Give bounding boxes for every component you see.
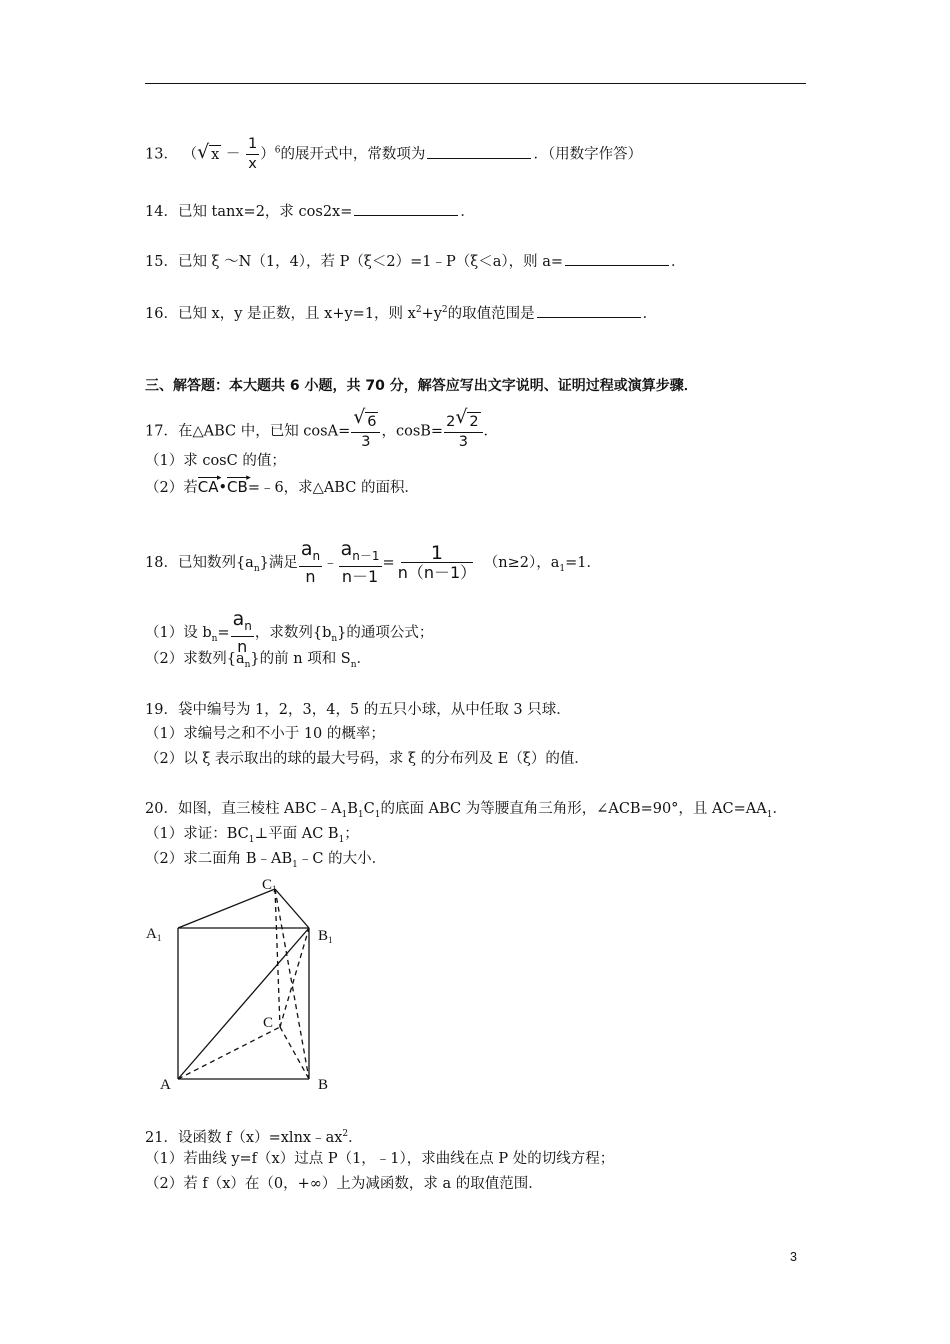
question-18 xyxy=(145,538,601,586)
q16-mid: +y xyxy=(421,305,442,322)
q17-tail: ． xyxy=(483,423,499,440)
q20-part2 xyxy=(145,849,386,875)
edge-c1-b1 xyxy=(275,889,309,928)
q17-part2 xyxy=(145,474,419,498)
edge-a-c-hidden xyxy=(178,1027,280,1079)
q20-p2-sub: 1 xyxy=(292,859,298,870)
q18-fraction-1 xyxy=(299,538,322,586)
q20-p1-mid: ⊥平面 AC B xyxy=(254,826,339,842)
q20-post: 的底面 ABC 为等腰直角三角形，∠ACB=90°，且 AC=AA xyxy=(380,801,767,817)
q20-tail: ． xyxy=(772,801,787,817)
q20-c: C xyxy=(363,801,375,817)
q21-pre: 21．设函数 f（x）=xlnx﹣ax xyxy=(145,1129,343,1146)
q17-vector-ca: CA ▸ xyxy=(198,474,219,497)
q16-answer-blank[interactable] xyxy=(537,303,641,318)
label-c: C xyxy=(263,1015,274,1031)
q19-part1: （1）求编号之和不小于 10 的概率； xyxy=(145,726,385,742)
q18-p1-sub: n xyxy=(211,633,218,644)
q18-post2: =1． xyxy=(565,554,601,571)
q20-p1-sub2: 1 xyxy=(338,834,345,845)
q18-f2-num-sub: n－1 xyxy=(352,548,380,563)
q13-radicand: x xyxy=(211,146,220,163)
q18-p1-sub2: n xyxy=(331,633,338,644)
q18-f3-den: n（n－1） xyxy=(397,562,477,582)
q17-cosA-sqrt xyxy=(353,412,378,431)
question-14 xyxy=(145,201,475,222)
q20-sub3: 1 xyxy=(374,809,381,820)
q18-p1-fnum: a xyxy=(232,608,245,630)
question-17 xyxy=(145,412,498,451)
q20-p1-post: ； xyxy=(344,826,359,842)
label-b1: $B_1$ xyxy=(318,928,333,945)
q16-sup2: 2 xyxy=(441,305,448,315)
q18-p2-post: ． xyxy=(356,651,372,667)
q13-tail: ．（用数字作答） xyxy=(533,146,643,163)
q18-p2-sub: n xyxy=(244,659,251,670)
label-c1: $C_1$ xyxy=(262,877,277,894)
q17-part1: （1）求 cosC 的值； xyxy=(145,453,286,469)
q18-f1-den: n xyxy=(305,566,316,586)
q18-fraction-3 xyxy=(396,541,478,582)
q15-tail: ． xyxy=(671,254,686,270)
q17-mid: ，cosB= xyxy=(381,423,444,440)
question-16 xyxy=(145,300,657,324)
q17-cosA-den: 3 xyxy=(361,434,371,450)
q16-pre: 16．已知 x，y 是正数，且 x+y=1，则 x xyxy=(145,305,416,322)
q18-part2 xyxy=(145,649,371,675)
q17-cosB-coef: 2 xyxy=(446,414,456,430)
q17-cosB-sqrt xyxy=(455,412,480,431)
q13-number: 13． xyxy=(145,146,178,163)
q17-cosB-fraction xyxy=(444,412,482,451)
q13-paren-left: （ xyxy=(182,146,198,163)
q18-f3-num: 1 xyxy=(401,545,473,563)
q18-f1-num: a xyxy=(300,538,313,560)
q13-text: 的展开式中，常数项为 xyxy=(280,146,426,163)
q18-sub-1: 1 xyxy=(559,563,566,574)
question-21 xyxy=(145,1124,363,1148)
q16-post: 的取值范围是 xyxy=(447,305,535,322)
q20-sub1: 1 xyxy=(341,809,348,820)
q13-answer-blank[interactable] xyxy=(427,144,531,159)
q13-fraction xyxy=(246,136,259,173)
q17-p2-pre: （2）若 xyxy=(145,480,198,496)
q18-pre: 18．已知数列{a xyxy=(145,554,254,571)
q18-p2-mid: }的前 n 项和 S xyxy=(250,651,351,667)
q18-p1-fnum-sub: n xyxy=(244,618,252,633)
q20-part1 xyxy=(145,824,359,850)
q13-frac-den: x xyxy=(248,156,257,172)
q18-p1-fden: n xyxy=(237,636,248,656)
q18-pre2: }满足 xyxy=(259,554,298,571)
q21-tail: ． xyxy=(348,1129,363,1146)
q21-sup: 2 xyxy=(342,1129,349,1139)
q13-paren-right: ） xyxy=(260,146,275,163)
q17-dot: • xyxy=(218,480,228,496)
q13-sqrt xyxy=(197,145,221,165)
q20-sub4: 1 xyxy=(766,809,773,820)
q14-tail: ． xyxy=(460,204,475,220)
q18-p2-pre: （2）求数列{a xyxy=(145,651,245,667)
label-a1: $A_1$ xyxy=(146,926,162,943)
question-20 xyxy=(145,799,787,825)
q13-minus: － xyxy=(225,146,241,163)
q14-text: 14．已知 tanx=2，求 cos2x= xyxy=(145,204,353,220)
page-number: 3 xyxy=(790,1250,797,1264)
q18-p1-post: ，求数列{b xyxy=(254,624,332,641)
edge-a1-c1 xyxy=(178,889,275,928)
q15-text: 15．已知 ξ ～N（1，4），若 P（ξ＜2）=1﹣P（ξ＜a），则 a= xyxy=(145,254,564,270)
q17-p2-post: =﹣6，求△ABC 的面积． xyxy=(247,480,419,496)
q17-vector-cb: CB ▸ xyxy=(227,474,248,497)
q14-answer-blank[interactable] xyxy=(354,201,458,216)
q17-pre: 17．在△ABC 中，已知 cosA= xyxy=(145,423,351,440)
q18-f2-den: n－1 xyxy=(341,566,379,586)
q20-sub2: 1 xyxy=(357,809,364,820)
q21-part2: （2）若 f（x）在（0，+∞）上为减函数，求 a 的取值范围． xyxy=(145,1176,543,1192)
q18-p2-sub2: n xyxy=(350,659,357,670)
diagonal-a-b1 xyxy=(178,928,309,1079)
q15-answer-blank[interactable] xyxy=(565,251,669,266)
diagonal-c1-b-hidden xyxy=(275,889,309,1079)
q13-frac-num: 1 xyxy=(246,136,259,155)
q18-p1-pre: （1）设 b xyxy=(145,624,212,641)
q20-p2-post: ﹣C 的大小． xyxy=(297,851,387,867)
q16-sup1: 2 xyxy=(415,305,422,315)
q19-part2: （2）以 ξ 表示取出的球的最大号码，求 ξ 的分布列及 E（ξ）的值． xyxy=(145,751,589,767)
question-13 xyxy=(145,136,642,173)
label-a: A xyxy=(160,1077,171,1093)
q20-b: B xyxy=(347,801,358,817)
q18-fraction-2 xyxy=(339,538,382,586)
q16-tail: ． xyxy=(642,305,658,322)
prism-figure xyxy=(140,872,350,1097)
question-15 xyxy=(145,251,686,272)
q18-f1-num-sub: n xyxy=(312,548,321,563)
q21-part1: （1）若曲线 y=f（x）过点 P（1，﹣1），求曲线在点 P 处的切线方程； xyxy=(145,1151,615,1167)
section-3-heading: 三、解答题：本大题共 6 小题，共 70 分，解答应写出文字说明、证明过程或演算步骤． xyxy=(145,378,698,394)
q18-p1-post2: }的通项公式； xyxy=(337,624,434,641)
label-b: B xyxy=(318,1077,329,1093)
q17-cosA-radicand: 6 xyxy=(367,414,377,430)
q18-sub-n: n xyxy=(253,563,260,574)
question-19: 19．袋中编号为 1，2，3，4，5 的五只小球，从中任取 3 只球． xyxy=(145,702,571,718)
q18-eq: = xyxy=(382,554,395,571)
q18-minus: ﹣ xyxy=(323,554,338,571)
q13-exponent: 6 xyxy=(274,145,281,156)
q20-p2-pre: （2）求二面角 B﹣AB xyxy=(145,851,293,867)
q18-post: （n≥2），a xyxy=(483,554,560,571)
q20-p1-pre: （1）求证：BC xyxy=(145,826,249,842)
q17-cosB-radicand: 2 xyxy=(469,414,479,430)
q17-cosA-fraction xyxy=(351,412,380,451)
header-rule xyxy=(145,83,806,84)
q17-cosB-den: 3 xyxy=(458,434,468,450)
q20-p1-sub1: 1 xyxy=(248,834,255,845)
q18-p1-eq: = xyxy=(217,624,230,641)
q20-pre: 20．如图，直三棱柱 ABC﹣A xyxy=(145,801,342,817)
q18-f2-num: a xyxy=(340,538,353,560)
